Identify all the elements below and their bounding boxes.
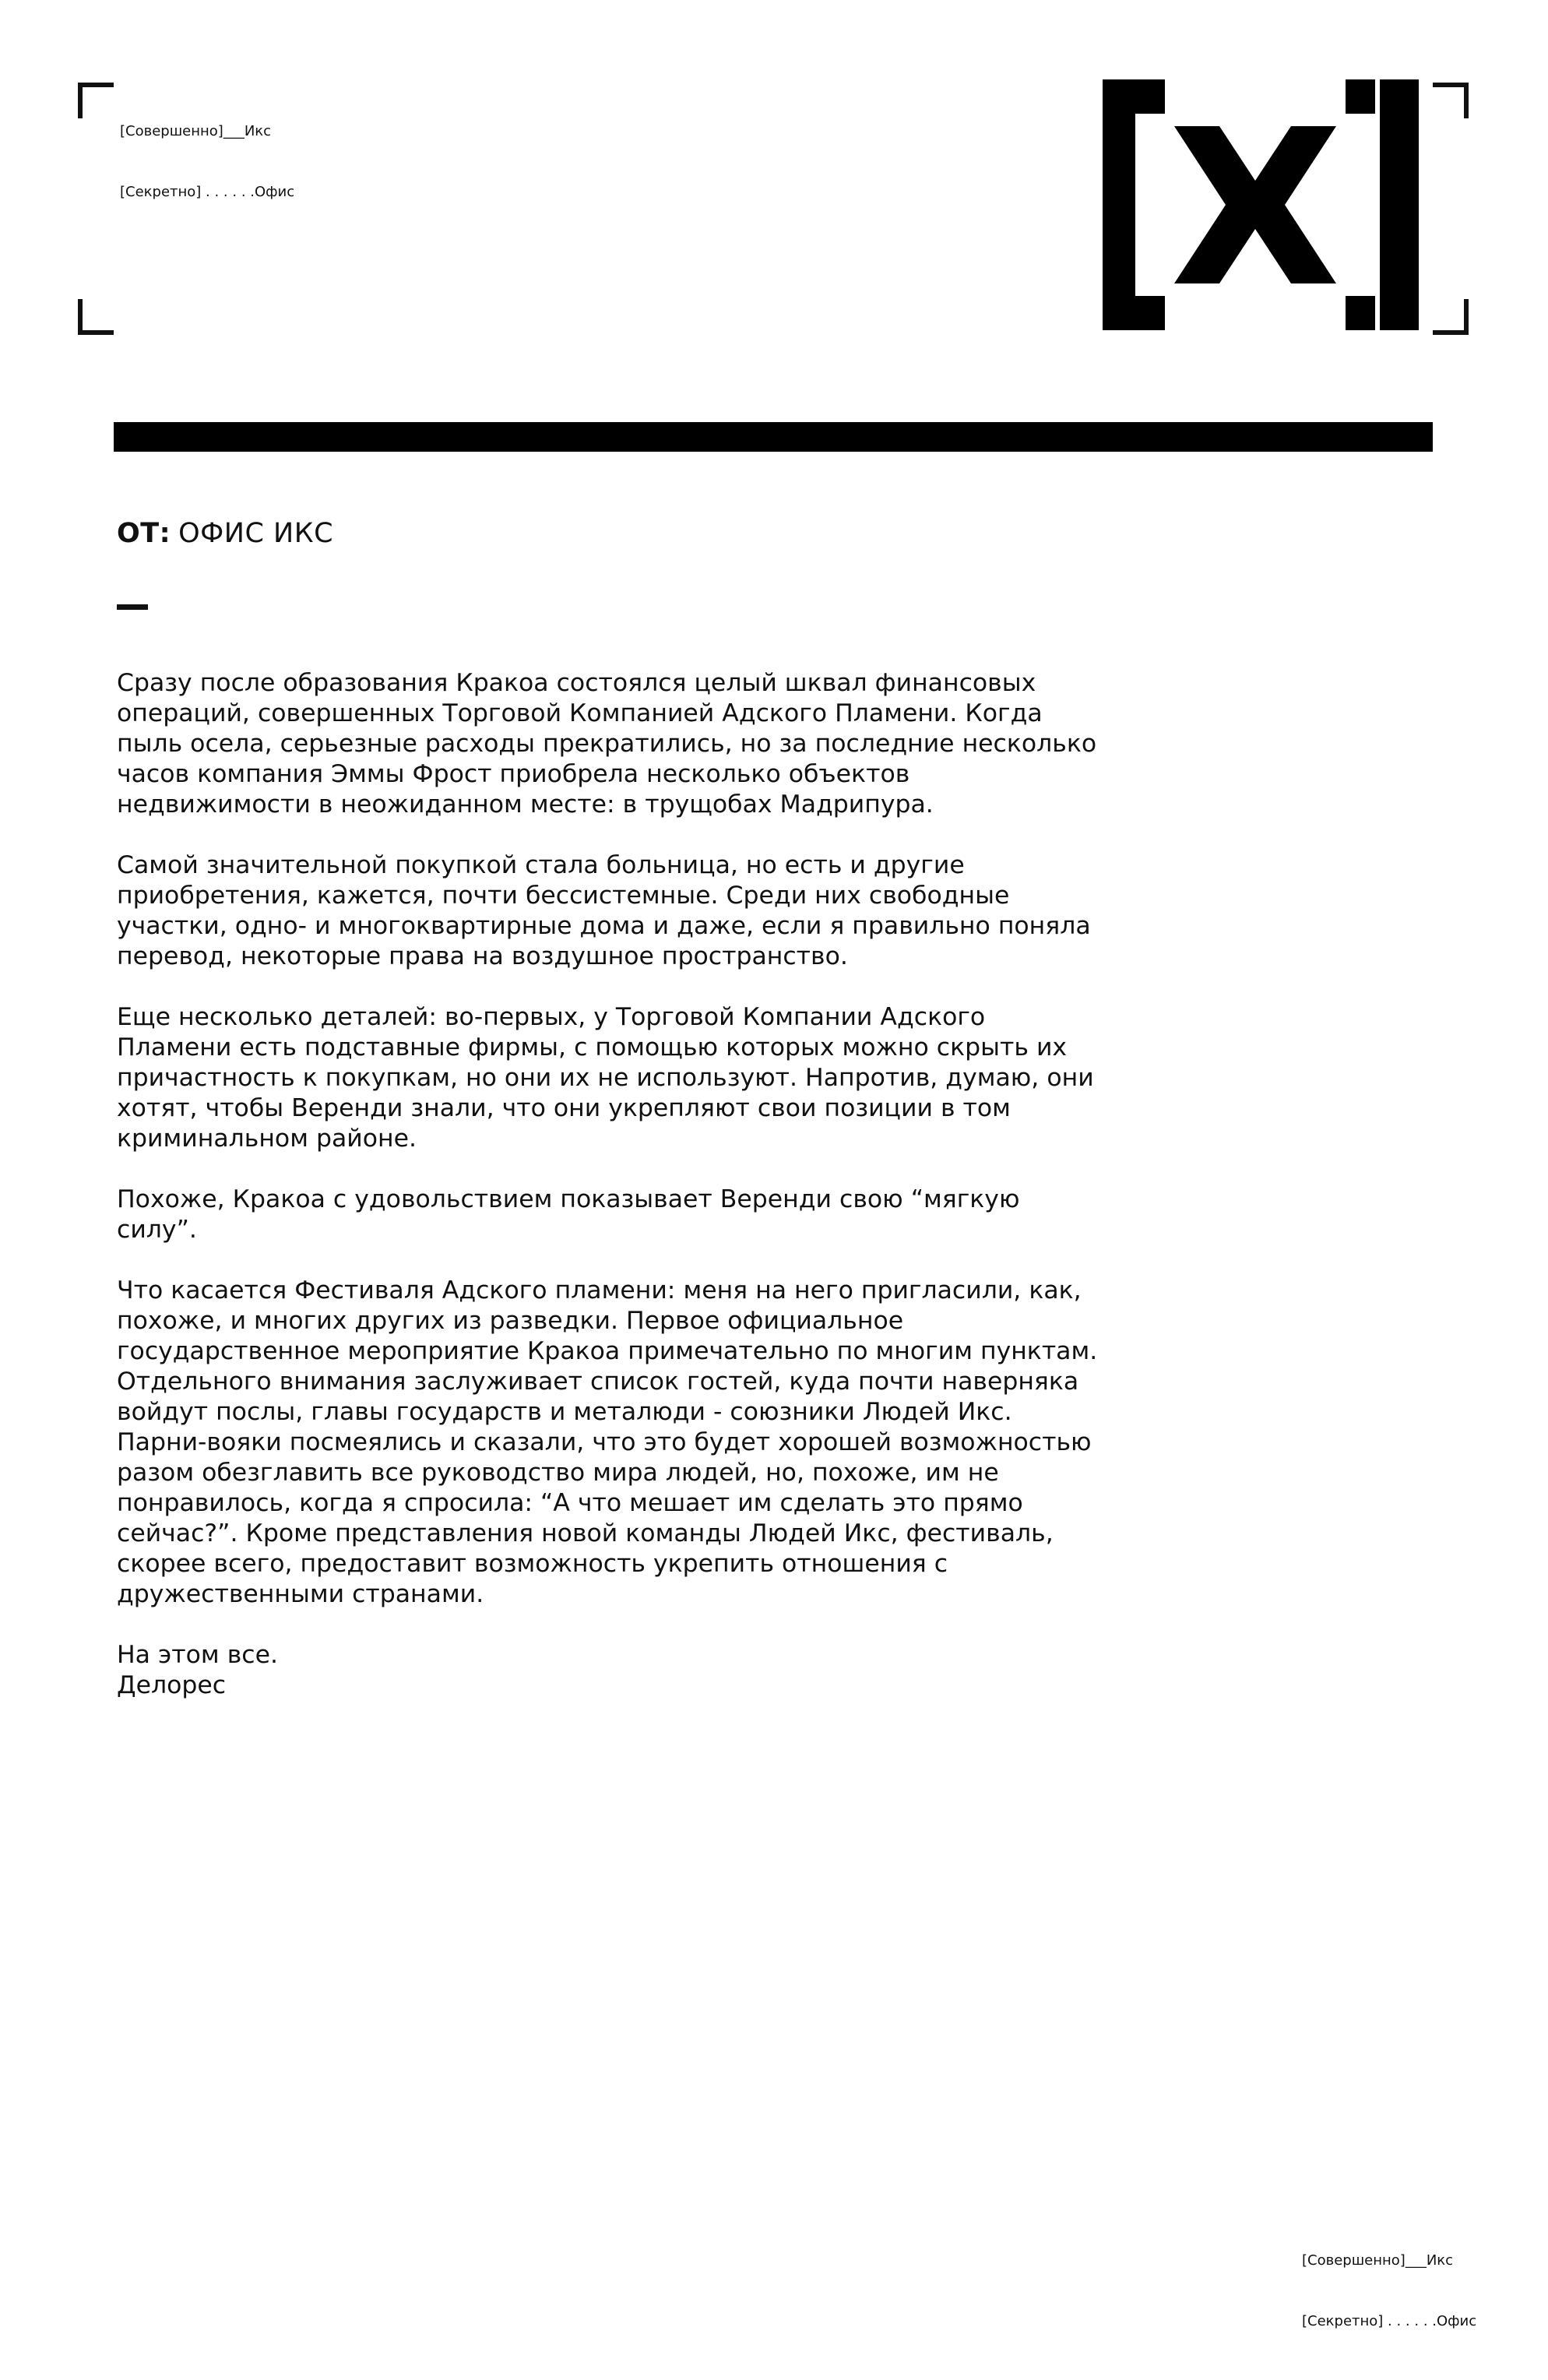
stamp-line-bottom-office: [Секретно] . . . . . .Офис bbox=[1302, 2313, 1477, 2329]
memo-signature: Делорес bbox=[117, 1671, 227, 1699]
memo-closing: На этом все. bbox=[117, 1641, 278, 1669]
corner-bracket-top-left bbox=[78, 83, 114, 118]
corner-bracket-bottom-right bbox=[1433, 299, 1469, 335]
memo-from-line bbox=[117, 514, 333, 553]
header-divider bbox=[114, 422, 1433, 452]
classification-stamp-bottom bbox=[1302, 2210, 1476, 2352]
x-office-logo-icon bbox=[1103, 79, 1419, 330]
from-label: ОТ: bbox=[117, 518, 171, 549]
memo-paragraph: Что касается Фестиваля Адского пламени: меня на него пригласили, как, похоже, и многих других из разведки. Первое официальное государственное мероприятие Кракоа примечательно по многим пунктам. Отдельного внимания заслуживает список гостей, куда почти наверняка войдут послы, главы государств и металюди - союзники Людей Икс. Парни-вояки посмеялись и сказали, что это будет хорошей возможностью разом обезглавить все руководство мира людей, но, похоже, им не понравилось, когда я спросила: “А что мешает им сделать это прямо сейчас?”. Кроме представления новой команды Людей Икс, фестиваль, скорее всего, предоставит возможность укрепить отношения с дружественными странами. bbox=[117, 1276, 1098, 1608]
stamp-line-top-office: [Секретно] . . . . . .Офис bbox=[120, 184, 295, 200]
stamp-line-bottom-secret: [Совершенно]___Икс bbox=[1302, 2252, 1454, 2269]
memo-paragraph: Сразу после образования Кракоа состоялся целый шквал финансовых операций, совершенных Торговой Компанией Адского Пламени. Когда пыль осела, серьезные расходы прекратились, но за последние несколько часов компания Эммы Фрост приобрела несколько объектов недвижимости в неожиданном месте: в трущобах Мадрипура. bbox=[117, 669, 1097, 819]
stamp-line-top-secret: [Совершенно]___Икс bbox=[120, 123, 272, 139]
memo-paragraph: Еще несколько деталей: во-первых, у Торговой Компании Адского Пламени есть подставные фирмы, с помощью которых можно скрыть их причастность к покупкам, но они их не используют. Напротив, думаю, они хотят, чтобы Веренди знали, что они укрепляют свои позиции в том криминальном районе. bbox=[117, 1003, 1094, 1153]
memo-body bbox=[117, 668, 1098, 1701]
separator-dash bbox=[117, 604, 148, 610]
memo-paragraph: Самой значительной покупкой стала больница, но есть и другие приобретения, кажется, почти бессистемные. Среди них свободные участки, одно- и многоквартирные дома и даже, если я правильно поняла перевод, некоторые права на воздушное пространство. bbox=[117, 851, 1091, 970]
memo-paragraph: Похоже, Кракоа с удовольствием показывает Веренди свою “мягкую силу”. bbox=[117, 1185, 1020, 1244]
classification-stamp-top bbox=[120, 81, 294, 223]
corner-bracket-top-right bbox=[1433, 83, 1469, 118]
from-value: ОФИС ИКС bbox=[178, 518, 334, 549]
corner-bracket-bottom-left bbox=[78, 299, 114, 335]
